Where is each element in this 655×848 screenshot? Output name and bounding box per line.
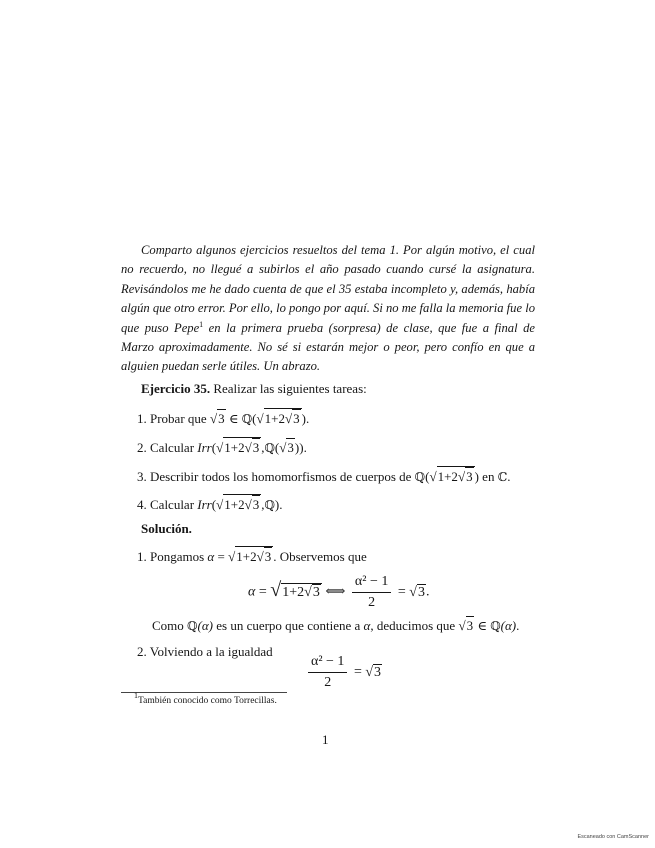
radicand-text: 1+2 (224, 497, 245, 512)
sqrt-expression (365, 664, 382, 681)
math-symbol: ( (211, 440, 217, 455)
radicand: 3 (417, 584, 425, 600)
rationals-symbol: ℚ (490, 619, 501, 633)
radicand (223, 494, 261, 514)
radicand: 3 (293, 411, 300, 426)
radicand: 3 (252, 497, 260, 512)
sqrt-expression (257, 547, 273, 566)
display-equation-1 (248, 572, 429, 613)
task-number: 3. (137, 469, 147, 484)
exercise-heading: Ejercicio 35. (141, 381, 211, 396)
radical-sign: √ (304, 584, 312, 600)
math-symbol: . (425, 584, 430, 600)
radical-sign: √ (244, 440, 252, 455)
task-text: Calcular (150, 440, 198, 455)
step-text: . Observemos que (273, 549, 367, 564)
sqrt-expression (458, 616, 474, 635)
radicand: 3 (264, 549, 272, 564)
sqrt-expression (245, 438, 261, 457)
math-symbol: ). (301, 411, 310, 426)
task-text: Calcular (150, 497, 198, 512)
task-number: 1. (137, 411, 147, 426)
step-text: , deducimos que (370, 618, 459, 633)
radicand-text: 1+2 (282, 584, 305, 600)
math-symbol: ( (425, 469, 430, 484)
radicand: 3 (374, 664, 382, 680)
exercise-heading-line (141, 380, 367, 398)
math-symbol: ( (274, 440, 280, 455)
rationals-symbol: ℚ (187, 619, 198, 633)
radicand (264, 408, 302, 428)
irr-function: Irr (197, 497, 212, 512)
task-item-2 (137, 437, 307, 457)
math-symbol: ( (211, 497, 217, 512)
math-symbol: = (255, 584, 271, 600)
radicand-text: 1+2 (437, 469, 458, 484)
alpha-symbol: α (207, 549, 215, 564)
intro-text-part-2: en la primera prueba (sorpresa) de clase, que fue a final de Marzo aproximadamente. No sé si estarán mejor o peor, pero confío en que a alguien puedan serle útiles. Un abrazo. (121, 320, 535, 374)
solution-heading: Solución. (141, 521, 192, 536)
task-item-3 (137, 466, 511, 486)
radical-sign: √ (270, 578, 282, 601)
radical-sign: √ (429, 469, 437, 484)
sqrt-expression (429, 466, 474, 486)
alpha-symbol: α (248, 584, 256, 600)
solution-step-1 (137, 546, 367, 566)
task-text: Describir todos los homomorfismos de cuerpos de (150, 469, 415, 484)
rationals-symbol: ℚ (264, 498, 275, 512)
radicand (235, 546, 273, 566)
denominator: 2 (324, 675, 332, 690)
math-symbol: = (350, 664, 366, 680)
footnote-mark: 1 (134, 691, 138, 700)
math-symbol: , (261, 440, 265, 455)
radicand: 3 (466, 469, 473, 484)
radicand-text: 1+2 (224, 440, 245, 455)
footnote-rule (121, 692, 287, 693)
radicand: 3 (312, 584, 320, 600)
sqrt-expression (245, 495, 261, 514)
radical-sign: √ (228, 549, 236, 564)
math-symbol: = (214, 549, 229, 564)
scanner-watermark: Escaneado con CamScanner (577, 834, 649, 840)
math-symbol: , (261, 497, 265, 512)
task-number: 4. (137, 497, 147, 512)
task-text: Probar que (150, 411, 210, 426)
task-number: 2. (137, 440, 147, 455)
radicand: 3 (466, 618, 474, 633)
math-symbol: ∈ (225, 411, 242, 426)
sqrt-expression (216, 494, 261, 514)
sqrt-expression (279, 438, 295, 457)
radical-sign: √ (256, 411, 264, 426)
radical-sign: √ (365, 664, 374, 680)
alpha-symbol: (α) (197, 618, 213, 633)
rationals-symbol: ℚ (414, 470, 426, 484)
denominator: 2 (368, 595, 376, 610)
task-text: en (478, 469, 498, 484)
radicand-text: 1+2 (236, 549, 257, 564)
radical-sign: √ (458, 618, 466, 633)
sqrt-expression (228, 546, 273, 566)
radicand (223, 437, 261, 457)
math-symbol: ∈ (474, 618, 491, 633)
footnote (134, 691, 277, 706)
radicand-text: 1+2 (264, 411, 285, 426)
sqrt-expression (257, 408, 302, 428)
radical-sign: √ (244, 497, 252, 512)
task-item-4 (137, 494, 283, 514)
step-text: Volviendo a la igualdad (149, 644, 273, 659)
radical-sign: √ (284, 411, 293, 426)
fraction (352, 572, 391, 613)
alpha-symbol: (α) (500, 618, 517, 633)
footnote-reference: 1 (199, 319, 204, 329)
numerator: α² − 1 (352, 572, 391, 593)
math-symbol: )). (294, 440, 307, 455)
step-text: es un cuerpo que contiene a (212, 618, 364, 633)
footnote-text: También conocido como Torrecillas. (138, 696, 277, 706)
radical-sign: √ (209, 411, 218, 426)
sqrt-expression (216, 437, 261, 457)
radicand: 3 (287, 440, 294, 455)
step-text: Como (152, 618, 188, 633)
radical-sign: √ (409, 584, 417, 600)
radicand: 3 (218, 411, 225, 426)
step-text: Pongamos (150, 549, 208, 564)
sqrt-expression (285, 409, 301, 428)
complex-symbol: ℂ (497, 470, 508, 484)
como-line (152, 616, 519, 635)
radical-sign: √ (457, 469, 466, 484)
sqrt-expression (210, 409, 226, 428)
rationals-symbol: ℚ (264, 441, 275, 455)
radicand (437, 466, 475, 486)
numerator: α² − 1 (308, 652, 347, 673)
step-number: 1. (137, 549, 147, 564)
sqrt-expression (304, 584, 321, 601)
math-symbol: ) (474, 469, 479, 484)
radical-sign: √ (216, 497, 224, 512)
sqrt-expression (458, 467, 474, 486)
iff-symbol: ⟺ (321, 584, 349, 600)
rationals-symbol: ℚ (241, 412, 253, 426)
fraction (308, 652, 347, 693)
exercise-instruction: Realizar las siguientes tareas: (210, 381, 367, 396)
intro-text-part-1: Comparto algunos ejercicios resueltos del tema 1. Por algún motivo, el cual no recuerdo, no llegué a subirlos el año pasado cuando cursé la asignatura. Revisándolos me he dado cuenta de que el 35 estaba incompleto y, además, había algún que otro error. Por ello, lo pongo por aquí. Si no me falla la memoria fue lo que puso Pepe (121, 243, 535, 335)
sqrt-expression (270, 579, 322, 602)
task-item-1 (137, 408, 309, 428)
radical-sign: √ (216, 440, 224, 455)
irr-function: Irr (197, 440, 212, 455)
radical-sign: √ (279, 440, 287, 455)
page-number: 1 (322, 732, 329, 747)
intro-paragraph (121, 241, 535, 377)
math-symbol: . (507, 469, 511, 484)
display-equation-2 (305, 652, 382, 693)
math-symbol: ( (252, 411, 257, 426)
alpha-symbol: α (363, 618, 371, 633)
math-symbol: = (394, 584, 410, 600)
math-symbol: ). (274, 497, 283, 512)
radicand (281, 583, 322, 601)
radicand: 3 (252, 440, 260, 455)
sqrt-expression (409, 584, 426, 601)
math-symbol: . (516, 618, 520, 633)
solution-step-2 (137, 643, 273, 661)
radical-sign: √ (256, 549, 264, 564)
step-number: 2. (137, 644, 147, 659)
